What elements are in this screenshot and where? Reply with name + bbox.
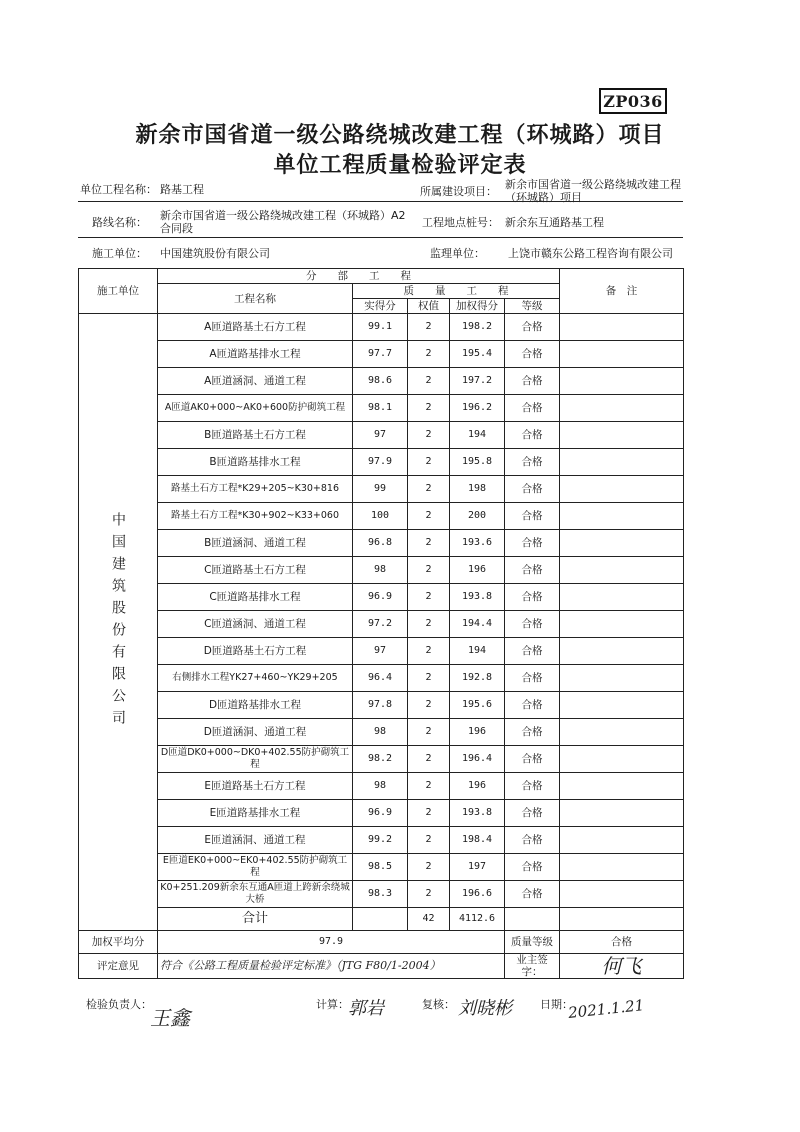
- total-label: 合计: [158, 908, 353, 931]
- item-weighted-score: 196: [450, 773, 505, 800]
- owner-signature: 何飞: [560, 954, 684, 979]
- table-row: [79, 422, 684, 449]
- item-weight: 2: [408, 503, 450, 530]
- table-row: [79, 368, 684, 395]
- route-value: 新余市国省道一级公路绕城改建工程（环城路）A2合同段: [160, 209, 406, 235]
- total-remark-empty: [560, 908, 684, 931]
- item-name: A匝道AK0+000~AK0+600防护砌筑工程: [158, 395, 353, 422]
- quality-grade-label: 质量等级: [505, 931, 560, 954]
- unit-project-label: 单位工程名称：: [80, 183, 157, 196]
- header-remark: 备 注: [560, 269, 684, 314]
- owner-sign-label: 业主签字：: [505, 954, 560, 979]
- item-grade: 合格: [505, 422, 560, 449]
- item-remark: [560, 314, 684, 341]
- item-weighted-score: 194: [450, 638, 505, 665]
- unit-project-value: 路基工程: [160, 183, 204, 196]
- item-name: D匝道涵洞、通道工程: [158, 719, 353, 746]
- review-signature: 刘晓彬: [458, 998, 512, 1019]
- item-remark: [560, 665, 684, 692]
- calc-signature: 郭岩: [348, 998, 384, 1019]
- item-grade: 合格: [505, 611, 560, 638]
- item-weighted-score: 197.2: [450, 368, 505, 395]
- item-name: C匝道涵洞、通道工程: [158, 611, 353, 638]
- item-weighted-score: 197: [450, 854, 505, 881]
- item-score: 98.5: [353, 854, 408, 881]
- item-name: C匝道路基土石方工程: [158, 557, 353, 584]
- item-weight: 2: [408, 854, 450, 881]
- item-remark: [560, 422, 684, 449]
- item-weight: 2: [408, 449, 450, 476]
- header-grade: 等级: [505, 299, 560, 314]
- construction-unit-cell: [79, 314, 158, 931]
- item-remark: [560, 530, 684, 557]
- item-score: 98: [353, 773, 408, 800]
- item-grade: 合格: [505, 314, 560, 341]
- item-weight: 2: [408, 557, 450, 584]
- item-weight: 2: [408, 584, 450, 611]
- item-weight: 2: [408, 746, 450, 773]
- item-grade: 合格: [505, 746, 560, 773]
- item-score: 96.9: [353, 800, 408, 827]
- item-weight: 2: [408, 773, 450, 800]
- item-name: 路基土石方工程*K30+902~K33+060: [158, 503, 353, 530]
- supervisor-value: 上饶市赣东公路工程咨询有限公司: [508, 247, 673, 260]
- item-remark: [560, 800, 684, 827]
- table-row: [79, 341, 684, 368]
- item-score: 97.8: [353, 692, 408, 719]
- item-name: C匝道路基排水工程: [158, 584, 353, 611]
- item-remark: [560, 476, 684, 503]
- quality-grade-value: 合格: [560, 931, 684, 954]
- item-name: D匝道路基土石方工程: [158, 638, 353, 665]
- item-weight: 2: [408, 341, 450, 368]
- table-row: [79, 314, 684, 341]
- item-weighted-score: 194.4: [450, 611, 505, 638]
- table-row: [79, 530, 684, 557]
- opinion-handwritten: 符合《公路工程质量检验评定标准》（JTG F80/1-2004）: [158, 954, 505, 979]
- item-name: D匝道路基排水工程: [158, 692, 353, 719]
- average-value: 97.9: [158, 931, 505, 954]
- item-score: 96.9: [353, 584, 408, 611]
- table-row: [79, 476, 684, 503]
- item-weighted-score: 198.2: [450, 314, 505, 341]
- item-grade: 合格: [505, 476, 560, 503]
- item-grade: 合格: [505, 584, 560, 611]
- item-score: 98.6: [353, 368, 408, 395]
- item-name: E匝道路基土石方工程: [158, 773, 353, 800]
- item-weighted-score: 192.8: [450, 665, 505, 692]
- table-row: [79, 665, 684, 692]
- date-label: 日期：: [540, 998, 573, 1011]
- item-weight: 2: [408, 692, 450, 719]
- header-weighted: 加权得分: [450, 299, 505, 314]
- item-score: 99.1: [353, 314, 408, 341]
- location-label: 工程地点桩号：: [422, 216, 499, 229]
- construction-unit-name: 中国建筑股份有限公司: [110, 512, 126, 732]
- item-score: 97.7: [353, 341, 408, 368]
- item-grade: 合格: [505, 341, 560, 368]
- location-value: 新余东互通路基工程: [505, 216, 604, 229]
- item-weighted-score: 196: [450, 557, 505, 584]
- item-remark: [560, 692, 684, 719]
- header-section: 分 部 工 程: [158, 269, 560, 284]
- title-form: 单位工程质量检验评定表: [273, 153, 527, 178]
- item-grade: 合格: [505, 773, 560, 800]
- item-remark: [560, 638, 684, 665]
- item-remark: [560, 503, 684, 530]
- item-name: A匝道路基土石方工程: [158, 314, 353, 341]
- inspector-label: 检验负责人：: [86, 998, 152, 1011]
- item-grade: 合格: [505, 827, 560, 854]
- item-remark: [560, 854, 684, 881]
- item-grade: 合格: [505, 368, 560, 395]
- item-remark: [560, 719, 684, 746]
- item-name: A匝道涵洞、通道工程: [158, 368, 353, 395]
- item-grade: 合格: [505, 800, 560, 827]
- item-score: 96.8: [353, 530, 408, 557]
- item-name: B匝道涵洞、通道工程: [158, 530, 353, 557]
- item-weighted-score: 193.8: [450, 800, 505, 827]
- item-name: B匝道路基排水工程: [158, 449, 353, 476]
- item-weight: 2: [408, 422, 450, 449]
- table-row: [79, 584, 684, 611]
- header-row-1: [79, 269, 684, 284]
- item-remark: [560, 773, 684, 800]
- item-weighted-score: 195.6: [450, 692, 505, 719]
- item-weight: 2: [408, 530, 450, 557]
- parent-project-label: 所属建设项目：: [420, 185, 497, 198]
- item-weight: 2: [408, 476, 450, 503]
- item-score: 98: [353, 557, 408, 584]
- item-score: 97: [353, 422, 408, 449]
- table-row: [79, 638, 684, 665]
- table-row: [79, 800, 684, 827]
- calc-label: 计算：: [316, 998, 349, 1011]
- item-weight: 2: [408, 719, 450, 746]
- review-label: 复核：: [422, 998, 455, 1011]
- item-grade: 合格: [505, 719, 560, 746]
- item-grade: 合格: [505, 395, 560, 422]
- item-remark: [560, 881, 684, 908]
- supervisor-label: 监理单位：: [430, 247, 485, 260]
- meta-divider-2: [78, 237, 683, 238]
- doc-code-box: ZP036: [599, 88, 667, 114]
- item-score: 99: [353, 476, 408, 503]
- item-weighted-score: 196.2: [450, 395, 505, 422]
- item-weighted-score: 198.4: [450, 827, 505, 854]
- table-row: [79, 611, 684, 638]
- item-name: A匝道路基排水工程: [158, 341, 353, 368]
- item-name: 右侧排水工程YK27+460~YK29+205: [158, 665, 353, 692]
- item-remark: [560, 584, 684, 611]
- item-score: 96.4: [353, 665, 408, 692]
- parent-project-value: 新余市国省道一级公路绕城改建工程（环城路）项目: [505, 178, 681, 204]
- table-row: [79, 719, 684, 746]
- item-score: 99.2: [353, 827, 408, 854]
- total-score-empty: [353, 908, 408, 931]
- title-project: 新余市国省道一级公路绕城改建工程（环城路）项目: [135, 123, 665, 148]
- item-grade: 合格: [505, 665, 560, 692]
- item-weighted-score: 200: [450, 503, 505, 530]
- item-score: 98.2: [353, 746, 408, 773]
- total-row: [79, 908, 684, 931]
- item-grade: 合格: [505, 530, 560, 557]
- table-row: [79, 773, 684, 800]
- item-score: 100: [353, 503, 408, 530]
- item-name: D匝道DK0+000~DK0+402.55防护砌筑工程: [158, 746, 353, 773]
- table-row: [79, 557, 684, 584]
- inspector-signature: 王鑫: [150, 1006, 190, 1030]
- item-weighted-score: 194: [450, 422, 505, 449]
- item-weighted-score: 195.8: [450, 449, 505, 476]
- item-grade: 合格: [505, 638, 560, 665]
- header-weight: 权值: [408, 299, 450, 314]
- item-grade: 合格: [505, 557, 560, 584]
- table-row: [79, 449, 684, 476]
- item-remark: [560, 611, 684, 638]
- header-name: 工程名称: [158, 284, 353, 314]
- item-weight: 2: [408, 314, 450, 341]
- item-score: 98.3: [353, 881, 408, 908]
- route-label: 路线名称：: [92, 216, 147, 229]
- item-weight: 2: [408, 881, 450, 908]
- item-grade: 合格: [505, 854, 560, 881]
- item-grade: 合格: [505, 503, 560, 530]
- item-grade: 合格: [505, 881, 560, 908]
- builder-value: 中国建筑股份有限公司: [160, 247, 270, 260]
- table-row: [79, 692, 684, 719]
- item-weighted-score: 193.8: [450, 584, 505, 611]
- table-row: [79, 827, 684, 854]
- item-remark: [560, 746, 684, 773]
- item-remark: [560, 341, 684, 368]
- date-handwritten: 2021.1.21: [567, 996, 646, 1022]
- item-weight: 2: [408, 611, 450, 638]
- item-score: 98.1: [353, 395, 408, 422]
- item-weight: 2: [408, 827, 450, 854]
- item-name: E匝道路基排水工程: [158, 800, 353, 827]
- item-score: 97.9: [353, 449, 408, 476]
- item-weight: 2: [408, 800, 450, 827]
- item-weighted-score: 198: [450, 476, 505, 503]
- header-score: 实得分: [353, 299, 408, 314]
- average-row: [79, 931, 684, 954]
- average-label: 加权平均分: [79, 931, 158, 954]
- total-weight: 42: [408, 908, 450, 931]
- item-remark: [560, 368, 684, 395]
- table-row: [79, 746, 684, 773]
- item-weighted-score: 193.6: [450, 530, 505, 557]
- item-remark: [560, 827, 684, 854]
- item-grade: 合格: [505, 692, 560, 719]
- opinion-row: [79, 954, 684, 979]
- item-weight: 2: [408, 665, 450, 692]
- builder-label: 施工单位：: [92, 247, 147, 260]
- quality-table: [78, 268, 684, 979]
- item-score: 97: [353, 638, 408, 665]
- item-weighted-score: 195.4: [450, 341, 505, 368]
- item-weight: 2: [408, 395, 450, 422]
- header-quality: 质 量 工 程: [353, 284, 560, 299]
- table-row: [79, 395, 684, 422]
- item-name: E匝道EK0+000~EK0+402.55防护砌筑工程: [158, 854, 353, 881]
- item-name: B匝道路基土石方工程: [158, 422, 353, 449]
- item-weighted-score: 196.4: [450, 746, 505, 773]
- item-score: 98: [353, 719, 408, 746]
- header-unit: 施工单位: [79, 269, 158, 314]
- total-grade-empty: [505, 908, 560, 931]
- item-remark: [560, 395, 684, 422]
- item-grade: 合格: [505, 449, 560, 476]
- item-name: K0+251.209新余东互通A匝道上跨新余绕城大桥: [158, 881, 353, 908]
- total-weighted-score: 4112.6: [450, 908, 505, 931]
- item-weight: 2: [408, 638, 450, 665]
- opinion-label: 评定意见: [79, 954, 158, 979]
- item-weighted-score: 196.6: [450, 881, 505, 908]
- item-remark: [560, 449, 684, 476]
- item-weighted-score: 196: [450, 719, 505, 746]
- table-row: [79, 854, 684, 881]
- item-weight: 2: [408, 368, 450, 395]
- table-row: [79, 503, 684, 530]
- meta-divider-1: [78, 201, 683, 202]
- item-name: E匝道涵洞、通道工程: [158, 827, 353, 854]
- item-score: 97.2: [353, 611, 408, 638]
- item-remark: [560, 557, 684, 584]
- table-row: [79, 881, 684, 908]
- item-name: 路基土石方工程*K29+205~K30+816: [158, 476, 353, 503]
